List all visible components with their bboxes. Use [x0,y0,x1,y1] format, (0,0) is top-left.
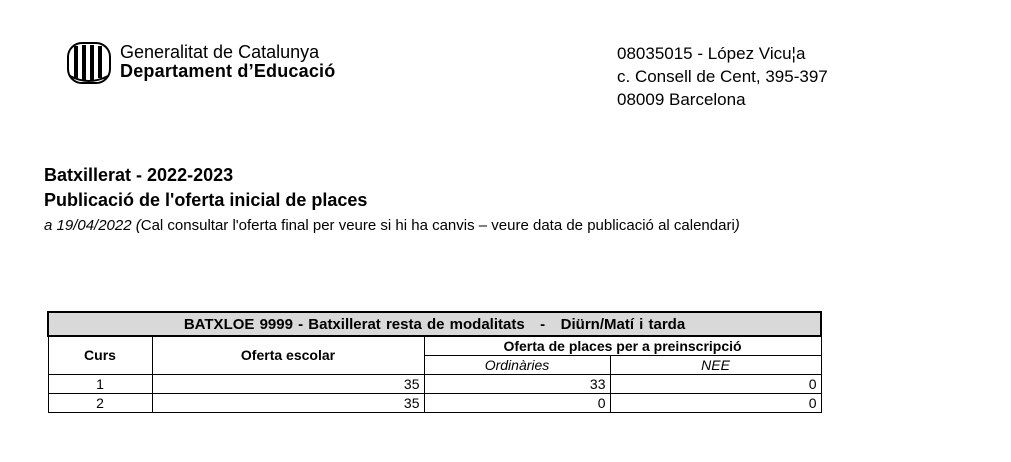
org-name-line2: Departament d’Educació [120,61,336,81]
generalitat-logo-icon [67,42,111,84]
cell-oferta: 35 [152,375,424,394]
cell-ordinaries: 0 [424,394,610,413]
document-subtitle: Publicació de l'oferta inicial de places [44,190,368,210]
table-title: BATXLOE 9999 - Batxillerat resta de modalitats - Diürn/Matí i tarda [48,312,821,336]
places-offer-table [47,311,822,413]
school-address [617,42,828,111]
cell-curs: 1 [48,375,152,394]
header-curs: Curs [48,336,152,375]
org-name-line1: Generalitat de Catalunya [120,42,320,62]
organization-name [120,43,335,81]
note-text: Cal consultar l'oferta final per veure si hi ha canvis – veure data de publicació al calendari [140,217,735,234]
header-ordinaries: Ordinàries [424,356,610,375]
cell-nee: 0 [610,394,821,413]
cell-nee: 0 [610,375,821,394]
header-nee: NEE [610,356,821,375]
address-line-2: c. Consell de Cent, 395-397 [617,67,828,86]
address-line-3: 08009 Barcelona [617,90,746,109]
document-title: Batxillerat - 2022-2023 [44,165,234,185]
table-row [48,375,821,394]
note-close: ) [734,217,740,234]
table-row [48,394,821,413]
header-oferta-escolar: Oferta escolar [152,336,424,375]
cell-ordinaries: 33 [424,375,610,394]
address-line-1: 08035015 - López Vicu¦a [617,44,806,63]
header-oferta-preinscripcio: Oferta de places per a preinscripció [424,336,821,356]
cell-curs: 2 [48,394,152,413]
note-date: a 19/04/2022 ( [44,217,141,234]
cell-oferta: 35 [152,394,424,413]
publication-note [44,217,740,234]
